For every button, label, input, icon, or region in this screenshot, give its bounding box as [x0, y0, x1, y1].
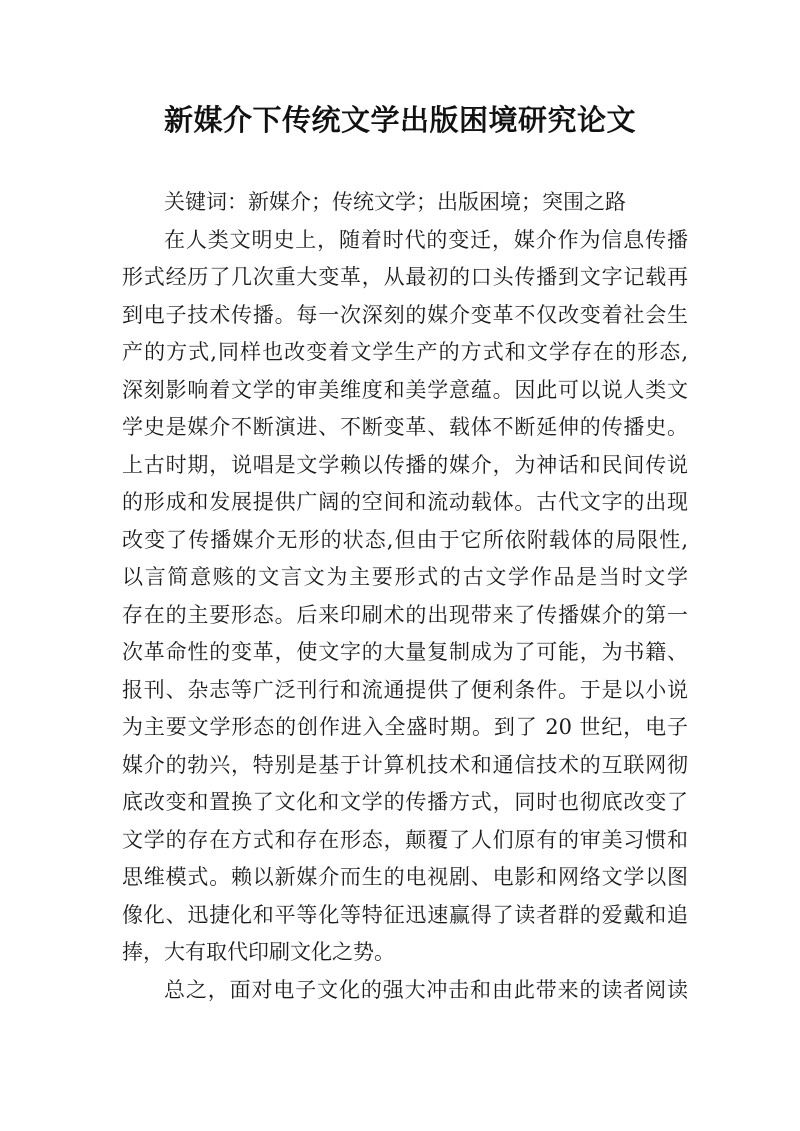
paragraph-line: 在人类文明史上，随着时代的变迁，媒介作为信息传播: [164, 227, 688, 252]
paragraph-line: 总之，面对电子文化的强大冲击和由此带来的读者阅读: [164, 977, 688, 1002]
paragraph-line: 底改变和置换了文化和文学的传播方式，同时也彻底改变了: [122, 790, 688, 814]
paragraph-line: 形式经历了几次重大变革，从最初的口头传播到文字记载再: [122, 265, 688, 289]
paragraph-line: 以言简意赅的文言文为主要形式的古文学作品是当时文学: [122, 565, 688, 589]
paragraph-line: 为主要文学形态的创作进入全盛时期。到了 20 世纪，电子: [122, 715, 688, 739]
paragraph-line: 媒介的勃兴，特别是基于计算机技术和通信技术的互联网彻: [122, 752, 688, 777]
paragraph-line: 存在的主要形态。后来印刷术的出现带来了传播媒介的第一: [122, 602, 688, 627]
paragraph-line: 到电子技术传播。每一次深刻的媒介变革不仅改变着社会生: [122, 302, 688, 327]
page-title: 新媒介下传统文学出版困境研究论文: [163, 103, 636, 137]
paragraph-line: 像化、迅捷化和平等化等特征迅速赢得了读者群的爱戴和追: [122, 902, 688, 927]
paragraph-line: 文学的存在方式和存在形态，颠覆了人们原有的审美习惯和: [122, 827, 688, 852]
paragraph-line: 的形成和发展提供广阔的空间和流动载体。古代文字的出现: [122, 490, 688, 514]
paragraph-line: 次革命性的变革，使文字的大量复制成为了可能，为书籍、: [122, 640, 688, 664]
paragraph-line: 改变了传播媒介无形的状态,但由于它所依附载体的局限性,: [122, 527, 688, 552]
paragraph-line: 产的方式,同样也改变着文学生产的方式和文学存在的形态,: [122, 340, 688, 364]
document-body: [122, 184, 688, 1009]
paragraph-line: 学史是媒介不断演进、不断变革、载体不断延伸的传播史。: [122, 415, 688, 439]
paragraph-line: 报刊、杂志等广泛刊行和流通提供了便利条件。于是以小说: [122, 677, 688, 702]
paragraph-line: 上古时期，说唱是文学赖以传播的媒介，为神话和民间传说: [122, 452, 688, 477]
paragraph-line: 捧，大有取代印刷文化之势。: [122, 940, 395, 964]
paragraph-line: 深刻影响着文学的审美维度和美学意蕴。因此可以说人类文: [122, 377, 688, 402]
paragraph-line: 思维模式。赖以新媒介而生的电视剧、电影和网络文学以图: [122, 865, 688, 889]
keywords-line: 关键词：新媒介；传统文学；出版困境；突围之路: [164, 190, 626, 214]
